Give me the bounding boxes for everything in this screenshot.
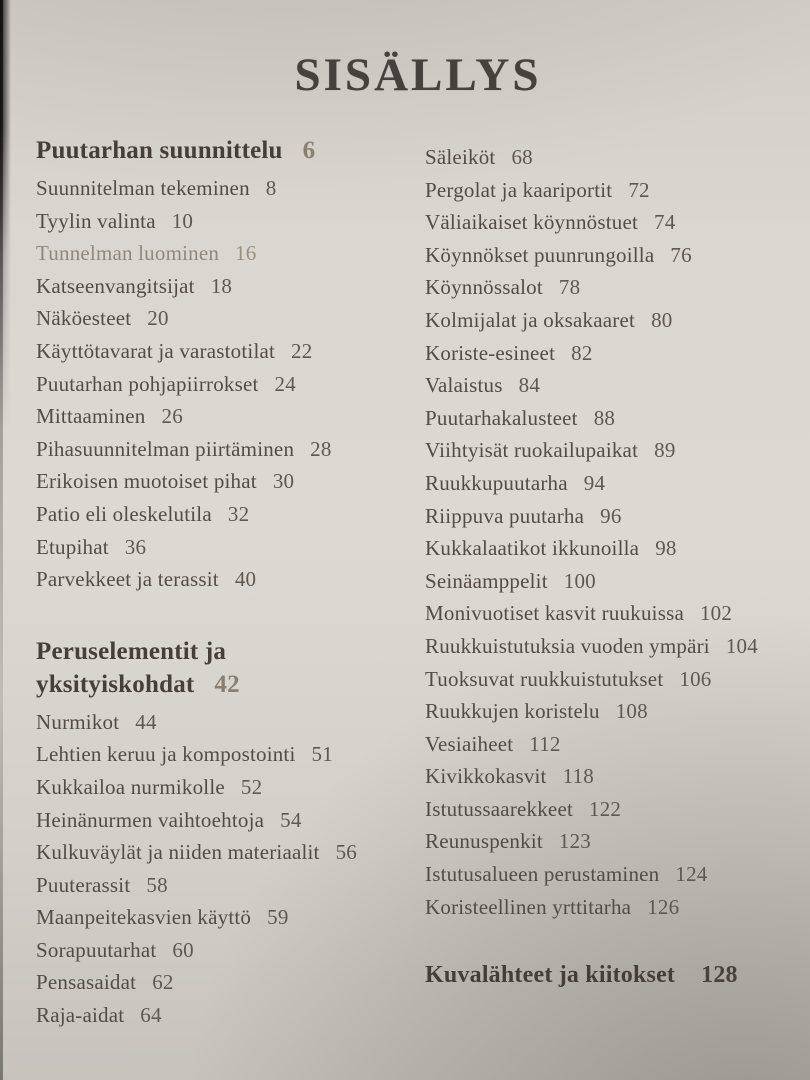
- toc-entry-label: Monivuotiset kasvit ruukuissa: [425, 601, 684, 626]
- toc-entry: [36, 237, 408, 270]
- toc-entry-label: Köynnössalot: [425, 275, 543, 300]
- toc-entry-label: Ruukkuistutuksia vuoden ympäri: [425, 633, 710, 658]
- section-page-number: 6: [302, 137, 316, 164]
- toc-entry-label: Pergolat ja kaariportit: [425, 177, 613, 202]
- toc-entry-label: Riippuva puutarha: [425, 503, 585, 528]
- toc-entry: [425, 434, 803, 467]
- toc-entry-label: Kolmijalat ja oksakaaret: [425, 307, 636, 332]
- toc-entry: [425, 337, 803, 370]
- toc-footer-kuvalahteet: [425, 959, 803, 991]
- toc-entry-page: 58: [146, 872, 168, 897]
- toc-entry: [36, 400, 408, 433]
- toc-entry-page: 76: [670, 242, 692, 267]
- toc-entry-page: 124: [675, 862, 708, 887]
- toc-entry-label: Tunnelman luominen: [36, 241, 220, 266]
- section-heading-label: Peruselementit ja yksityiskohdat: [36, 637, 227, 698]
- toc-entry-label: Väliaikaiset köynnöstuet: [425, 210, 639, 235]
- toc-entry-page: 22: [291, 338, 313, 363]
- toc-entry-page: 112: [529, 731, 561, 756]
- toc-entry-page: 32: [227, 501, 250, 526]
- toc-entry: [425, 206, 803, 239]
- toc-entry-label: Säleiköt: [425, 145, 496, 169]
- toc-entry: [36, 934, 408, 967]
- toc-entry-page: 56: [335, 840, 357, 865]
- toc-entry-page: 60: [172, 937, 194, 962]
- toc-entry: [36, 966, 408, 999]
- toc-entry: [425, 891, 803, 924]
- toc-entry: [425, 728, 803, 761]
- toc-entry-page: 24: [274, 371, 296, 396]
- toc-left-column: [36, 134, 408, 1032]
- section-page-number: 42: [214, 670, 240, 698]
- toc-entry-page: 44: [135, 709, 157, 734]
- toc-entry: [36, 465, 408, 498]
- toc-entry: [425, 793, 803, 826]
- toc-entry-list: [36, 706, 408, 1032]
- toc-right-column: [425, 141, 803, 991]
- toc-entry-page: 80: [651, 307, 673, 332]
- toc-entry-label: Pihasuunnitelman piirtäminen: [36, 436, 295, 461]
- toc-entry: [36, 804, 408, 837]
- toc-entry-page: 118: [562, 764, 594, 789]
- toc-entry-page: 8: [265, 176, 277, 200]
- toc-entry-label: Puutarhakalusteet: [425, 405, 578, 430]
- toc-entry-label: Patio eli oleskelutila: [36, 501, 212, 526]
- section-heading-label: Puutarhan suunnittelu: [36, 137, 283, 164]
- toc-entry-label: Koriste-esineet: [425, 340, 556, 365]
- toc-entry-label: Ruukkupuutarha: [425, 470, 568, 495]
- toc-entry: [425, 663, 803, 696]
- toc-entry-label: Seinäamppelit: [425, 568, 548, 593]
- toc-entry: [36, 302, 408, 335]
- toc-entry-page: 96: [600, 503, 622, 528]
- footer-label: Kuvalähteet ja kiitokset: [425, 962, 676, 989]
- toc-entry-label: Heinänurmen vaihtoehtoja: [36, 807, 265, 832]
- toc-entry-page: 64: [140, 1003, 162, 1028]
- toc-entry: [36, 205, 408, 238]
- toc-entry-label: Käyttötavarat ja varastotilat: [36, 338, 276, 363]
- toc-entry-label: Erikoisen muotoiset pihat: [36, 469, 257, 494]
- toc-entry-label: Valaistus: [425, 373, 503, 398]
- toc-entry: [425, 271, 803, 304]
- toc-entry-page: 26: [161, 404, 183, 429]
- toc-entry: [425, 630, 803, 663]
- toc-entry-label: Kukkailoa nurmikolle: [36, 774, 225, 799]
- toc-entry-label: Puuterassit: [36, 872, 131, 897]
- toc-entry-page: 59: [267, 905, 289, 930]
- toc-entry-label: Reunuspenkit: [425, 829, 543, 854]
- toc-entry-label: Etupihat: [36, 534, 109, 559]
- toc-entry-label: Puutarhan pohjapiirrokset: [36, 371, 259, 396]
- toc-entry-page: 108: [615, 699, 648, 724]
- toc-entry-page: 82: [571, 340, 593, 365]
- toc-entry: [425, 760, 803, 793]
- toc-entry-page: 78: [558, 275, 581, 300]
- toc-entry: [425, 532, 803, 565]
- toc-entry-label: Näköesteet: [36, 306, 132, 331]
- toc-entry: [36, 270, 408, 303]
- toc-entry: [425, 467, 803, 500]
- toc-entry: [36, 172, 408, 205]
- toc-entry-label: Kukkalaatikot ikkunoilla: [425, 536, 640, 561]
- toc-entry-label: Maanpeitekasvien käyttö: [36, 905, 252, 930]
- toc-entry-page: 89: [654, 438, 676, 463]
- toc-entry-page: 20: [147, 306, 169, 331]
- toc-entry-label: Istutusalueen perustaminen: [425, 862, 660, 887]
- toc-entry: [425, 239, 803, 272]
- toc-entry: [425, 174, 803, 207]
- toc-entry: [425, 402, 803, 435]
- toc-entry-label: Katseenvangitsijat: [36, 273, 195, 298]
- toc-entry-page: 10: [171, 208, 194, 233]
- toc-entry: [425, 369, 803, 402]
- toc-entry-page: 72: [628, 177, 650, 202]
- page-title: SISÄLLYS: [294, 49, 542, 101]
- toc-entry-page: 94: [583, 470, 606, 495]
- toc-entry-page: 28: [310, 436, 332, 461]
- toc-entry-page: 36: [124, 534, 147, 559]
- toc-entry: [36, 738, 408, 771]
- toc-entry-page: 102: [699, 601, 733, 626]
- toc-entry: [36, 335, 408, 368]
- toc-entry-label: Suunnitelman tekeminen: [36, 176, 250, 200]
- footer-page-number: 128: [701, 962, 738, 989]
- toc-entry-page: 51: [311, 742, 333, 767]
- toc-entry-page: 104: [725, 633, 758, 658]
- toc-entry-list: [425, 141, 803, 923]
- toc-entry-page: 100: [563, 568, 596, 593]
- book-edge-line: [0, 0, 3, 1080]
- toc-entry-label: Lehtien keruu ja kompostointi: [36, 742, 296, 767]
- toc-entry-list: [36, 172, 408, 596]
- toc-entry: [36, 706, 408, 739]
- toc-entry: [36, 498, 408, 531]
- toc-entry-page: 84: [518, 373, 541, 398]
- toc-entry: [425, 565, 803, 598]
- section-heading-puutarhan-suunnittelu: [36, 134, 388, 167]
- toc-entry: [36, 368, 408, 401]
- toc-entry-label: Nurmikot: [36, 709, 120, 734]
- toc-entry: [36, 869, 408, 902]
- toc-entry: [425, 304, 803, 337]
- toc-entry: [36, 999, 408, 1032]
- section-heading-peruselementit: [36, 635, 388, 701]
- toc-entry-label: Mittaaminen: [36, 404, 146, 429]
- toc-entry: [425, 858, 803, 891]
- toc-entry: [425, 500, 803, 533]
- toc-entry-page: 98: [655, 536, 677, 561]
- toc-entry: [36, 771, 408, 804]
- toc-entry: [425, 825, 803, 858]
- toc-entry-label: Koristeellinen yrttitarha: [425, 894, 632, 919]
- toc-entry-page: 16: [235, 241, 257, 266]
- toc-entry-page: 18: [210, 273, 233, 298]
- toc-entry: [36, 836, 408, 869]
- toc-entry-page: 126: [647, 894, 680, 919]
- toc-entry: [425, 597, 803, 630]
- toc-entry: [36, 901, 408, 934]
- toc-entry: [425, 141, 803, 174]
- toc-entry-label: Parvekkeet ja terassit: [36, 567, 219, 592]
- toc-entry-label: Ruukkujen koristelu: [425, 699, 600, 724]
- toc-entry-page: 106: [679, 666, 712, 691]
- toc-entry-label: Tyylin valinta: [36, 208, 156, 233]
- toc-entry-label: Raja-aidat: [36, 1003, 125, 1028]
- toc-entry-label: Istutussaarekkeet: [425, 796, 574, 821]
- toc-entry-page: 88: [593, 405, 616, 430]
- toc-entry: [425, 695, 803, 728]
- toc-entry-page: 62: [152, 970, 174, 995]
- toc-entry: [36, 563, 408, 596]
- toc-entry-page: 123: [558, 829, 591, 854]
- toc-entry-page: 54: [280, 807, 302, 832]
- toc-entry-label: Kivikkokasvit: [425, 764, 547, 789]
- toc-entry: [36, 531, 408, 564]
- toc-entry: [36, 433, 408, 466]
- toc-entry-label: Vesiaiheet: [425, 731, 514, 756]
- toc-entry-label: Viihtyisät ruokailupaikat: [425, 438, 639, 463]
- toc-entry-page: 122: [589, 796, 622, 821]
- toc-entry-label: Köynnökset puunrungoilla: [425, 242, 655, 267]
- toc-entry-label: Sorapuutarhat: [36, 937, 157, 962]
- toc-entry-page: 74: [654, 210, 676, 235]
- toc-entry-label: Tuoksuvat ruukkuistutukset: [425, 666, 664, 691]
- toc-entry-label: Kulkuväylät ja niiden materiaalit: [36, 840, 320, 865]
- toc-entry-page: 52: [240, 774, 263, 799]
- toc-entry-label: Pensasaidat: [36, 970, 137, 995]
- toc-entry-page: 68: [511, 145, 533, 169]
- toc-entry-page: 30: [272, 469, 295, 494]
- toc-entry-page: 40: [234, 567, 257, 592]
